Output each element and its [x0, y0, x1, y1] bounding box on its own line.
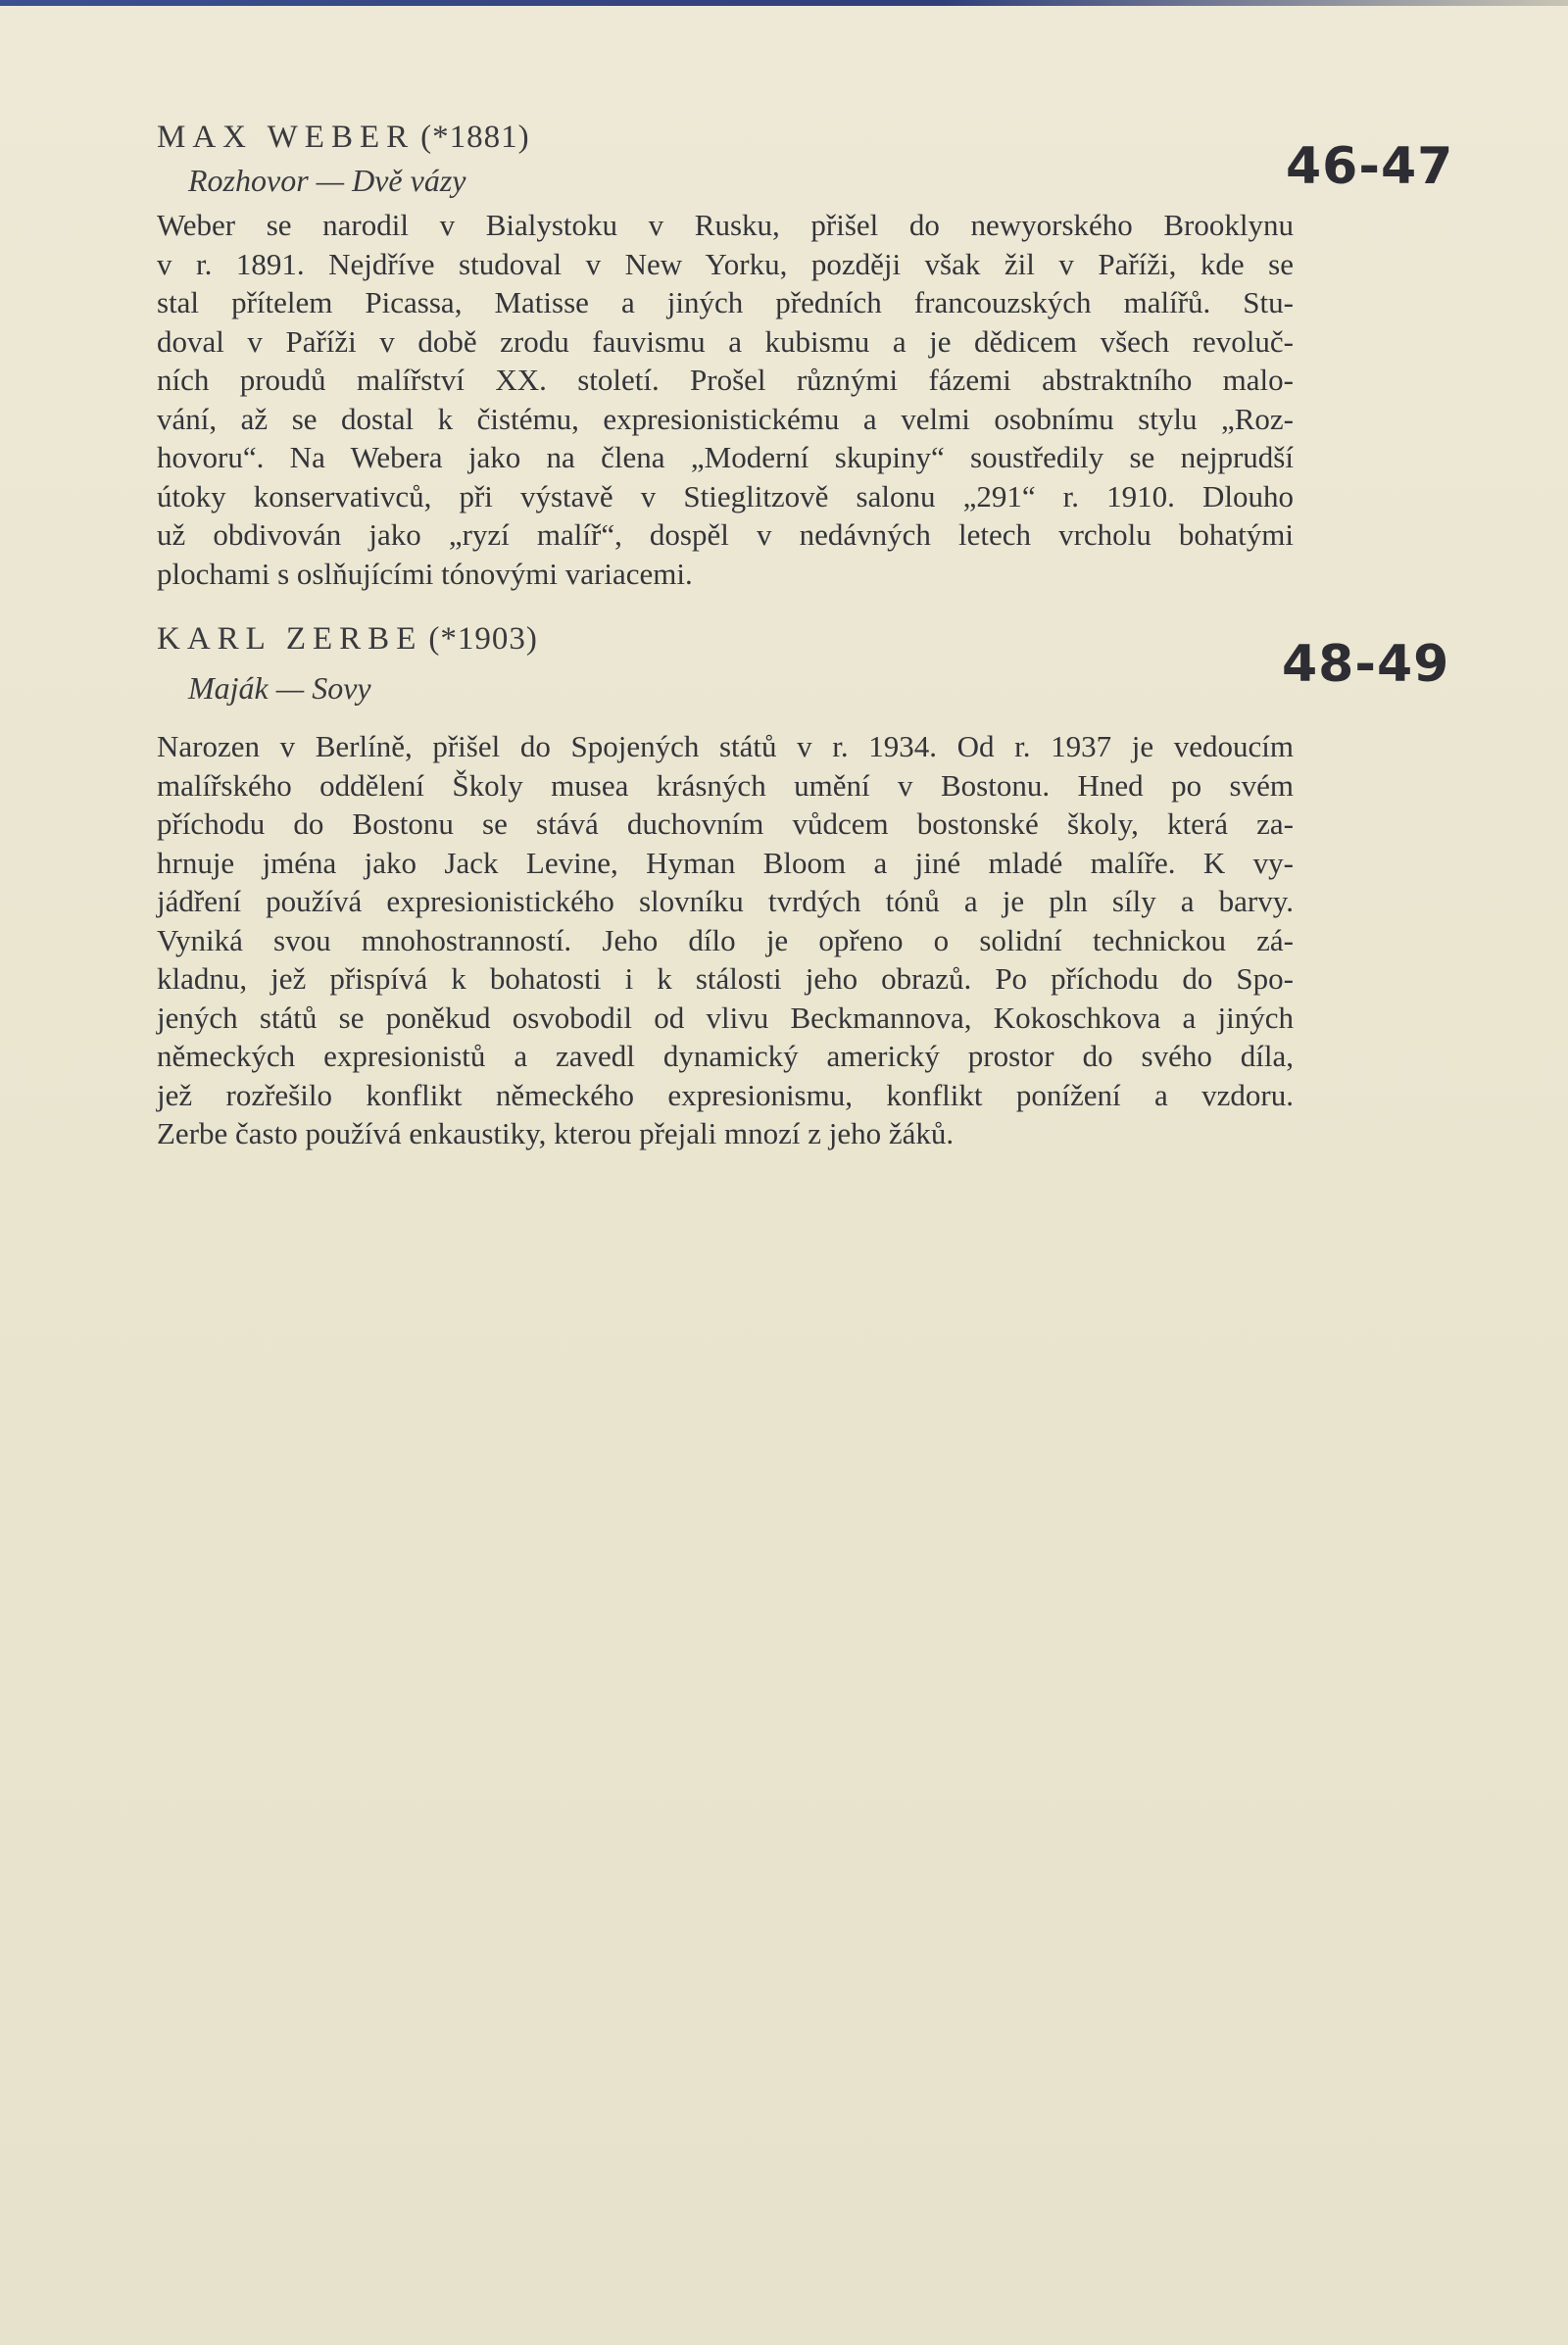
text-line: Narozen v Berlíně, přišel do Spojených států v r. 1934. Od r. 1937 je vedoucím — [157, 729, 1294, 763]
text-line: jádření používá expresionistického slovníku tvrdých tónů a je pln síly a barvy. — [157, 884, 1294, 918]
text-line: kladnu, jež přispívá k bohatosti i k stálosti jeho obrazů. Po příchodu do Spo- — [157, 961, 1294, 996]
text-line: doval v Paříži v době zrodu fauvismu a kubismu a je dědicem všech revoluč- — [157, 323, 1294, 359]
biography-text — [157, 206, 1294, 593]
works-titles: Maják — Sovy — [188, 670, 371, 706]
artist-heading — [157, 617, 1294, 660]
text-line: hrnuje jména jako Jack Levine, Hyman Bloom a jiné mladé malíře. K vy- — [157, 845, 1294, 880]
text-line: hovoru“. Na Webera jako na člena „Moderní skupiny“ soustředily se nejprudší — [157, 440, 1294, 474]
artist-name: KARL ZERBE — [157, 621, 423, 657]
text-line: německých expresionistů a zavedl dynamický americký prostor do svého díla, — [157, 1039, 1294, 1073]
artist-years: (*1881) — [420, 120, 530, 155]
text-line: jež rozřešilo konflikt německého expresionismu, konflikt ponížení a vzdoru. — [157, 1077, 1294, 1112]
artist-heading — [157, 116, 1294, 159]
text-line: už obdivován jako „ryzí malíř“, dospěl v nedávných letech vrcholu bohatými — [157, 517, 1294, 552]
text-line: v r. 1891. Nejdříve studoval v New Yorku, později však žil v Paříži, kde se — [157, 246, 1294, 281]
entry-max-weber — [157, 116, 1294, 593]
text-line: plochami s oslňujícími tónovými variacemi. — [157, 556, 693, 591]
biography-text — [157, 727, 1294, 1153]
text-line: stal přítelem Picassa, Matisse a jiných předních francouzských malířů. Stu- — [157, 285, 1294, 319]
text-line: ních proudů malířství XX. století. Prošel různými fázemi abstraktního malo- — [157, 363, 1294, 397]
text-line: malířského oddělení Školy musea krásných umění v Bostonu. Hned po svém — [157, 767, 1294, 803]
artist-name: MAX WEBER — [157, 120, 416, 155]
text-line: jených států se poněkud osvobodil od vlivu Beckmannova, Kokoschkova a jiných — [157, 1000, 1294, 1035]
plate-numbers: 48-49 — [1282, 635, 1450, 694]
artist-years: (*1903) — [428, 621, 538, 657]
text-line: Zerbe často používá enkaustiky, kterou přejali mnozí z jeho žáků. — [157, 1116, 955, 1150]
text-line: Weber se narodil v Bialystoku v Rusku, přišel do newyorského Brooklynu — [157, 208, 1294, 242]
entry-karl-zerbe — [157, 617, 1294, 1153]
plate-numbers: 46-47 — [1286, 137, 1454, 196]
text-line: vání, až se dostal k čistému, expresionistickému a velmi osobnímu stylu „Roz- — [157, 401, 1294, 436]
text-line: příchodu do Bostonu se stává duchovním vůdcem bostonské školy, která za- — [157, 806, 1294, 841]
text-line: útoky konservativců, při výstavě v Stieglitzově salonu „291“ r. 1910. Dlouho — [157, 478, 1294, 513]
works-titles: Rozhovor — Dvě vázy — [188, 163, 466, 198]
text-line: Vyniká svou mnohostranností. Jeho dílo je opřeno o solidní technickou zá- — [157, 922, 1294, 957]
page-top-edge — [0, 0, 1568, 6]
